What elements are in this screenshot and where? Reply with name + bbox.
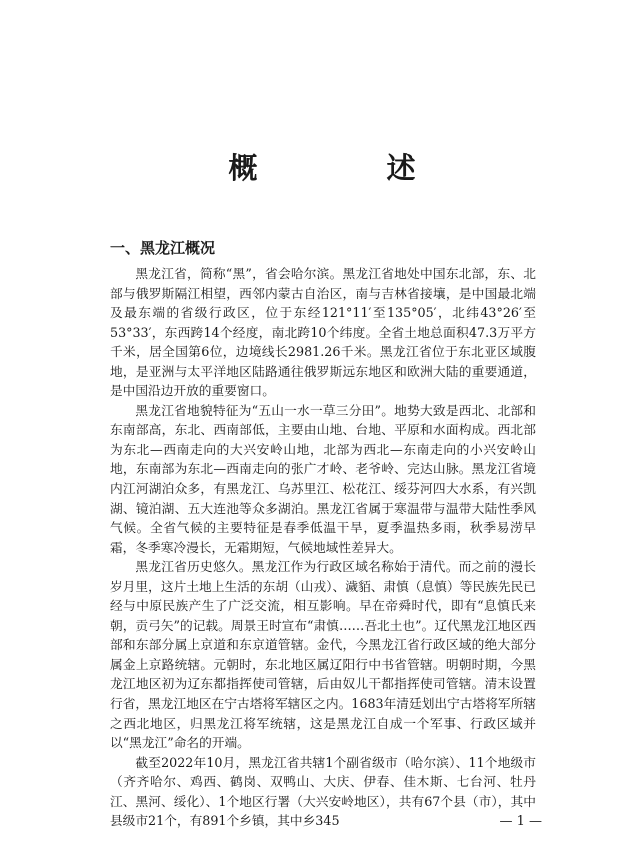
paragraph-history: 黑龙江省历史悠久。黑龙江作为行政区域名称始于清代。而之前的漫长岁月里，这片土地上生活的东胡（山戎）、濊貊、肃慎（息慎）等民族先民已经与中原民族产生了广泛交流，相互影响。早在帝舜时代，即有“息慎氏来朝，贡弓矢”的记载。周景王时宣布“肃慎……吾北土也”。辽代黑龙江地区西部和东部分属上京道和东京道管辖。金代，今黑龙江省行政区域的绝大部分属金上京路统辖。元朝时，东北地区属辽阳行中书省管辖。明朝时期，今黑龙江地区初为辽东都指挥使司管辖，后由奴儿干都指挥使司管辖。清末设置行省，黑龙江地区在宁古塔将军辖区之内。1683年清廷划出宁古塔将军所辖之西北地区，归黑龙江将军统辖，这是黑龙江自成一个军事、行政区域并以“黑龙江”命名的开端。 bbox=[110, 559, 536, 751]
page-number: — 1 — bbox=[499, 814, 542, 829]
paragraph-geography: 黑龙江省地貌特征为“五山一水一草三分田”。地势大致是西北、北部和东南部高，东北、西南部低，主要由山地、台地、平原和水面构成。西北部为东北—西南走向的大兴安岭山地，北部为西北—东南走向的小兴安岭山地，东南部为东北—西南走向的张广才岭、老爷岭、完达山脉。黑龙江省境内江河湖泊众多，有黑龙江、乌苏里江、松花江、绥芬河四大水系，有兴凯湖、镜泊湖、五大连池等众多湖泊。黑龙江省属于寒温带与温带大陆性季风气候。全省气候的主要特征是春季低温干旱，夏季温热多雨，秋季易涝早霜，冬季寒冷漫长，无霜期短，气候地域性差异大。 bbox=[110, 402, 536, 555]
page-title: 概 述 bbox=[228, 151, 466, 185]
paragraph-administration: 截至2022年10月，黑龙江省共辖1个副省级市（哈尔滨）、11个地级市（齐齐哈尔、鸡西、鹤岗、双鸭山、大庆、伊春、佳木斯、七台河、牡丹江、黑河、绥化）、1个地区行署（大兴安岭地区），共有67个县（市），其中县级市21个，有891个乡镇，其中乡345 bbox=[110, 754, 536, 829]
paragraph-overview: 黑龙江省，简称“黑”，省会哈尔滨。黑龙江省地处中国东北部，东、北部与俄罗斯隔江相望，西邻内蒙古自治区，南与吉林省接壤，是中国最北端及最东端的省级行政区，位于东经121°11′至135°05′，北纬43°26′至53°33′，东西跨14个经度，南北跨10个纬度。全省土地总面积47.3万平方千米，居全国第6位，边境线长2981.26千米。黑龙江省位于东北亚区域腹地，是亚洲与太平洋地区陆路通往俄罗斯远东地区和欧洲大陆的重要通道，是中国沿边开放的重要窗口。 bbox=[110, 266, 536, 399]
section-heading: 一、黑龙江概况 bbox=[110, 239, 216, 257]
body-text bbox=[110, 264, 536, 831]
